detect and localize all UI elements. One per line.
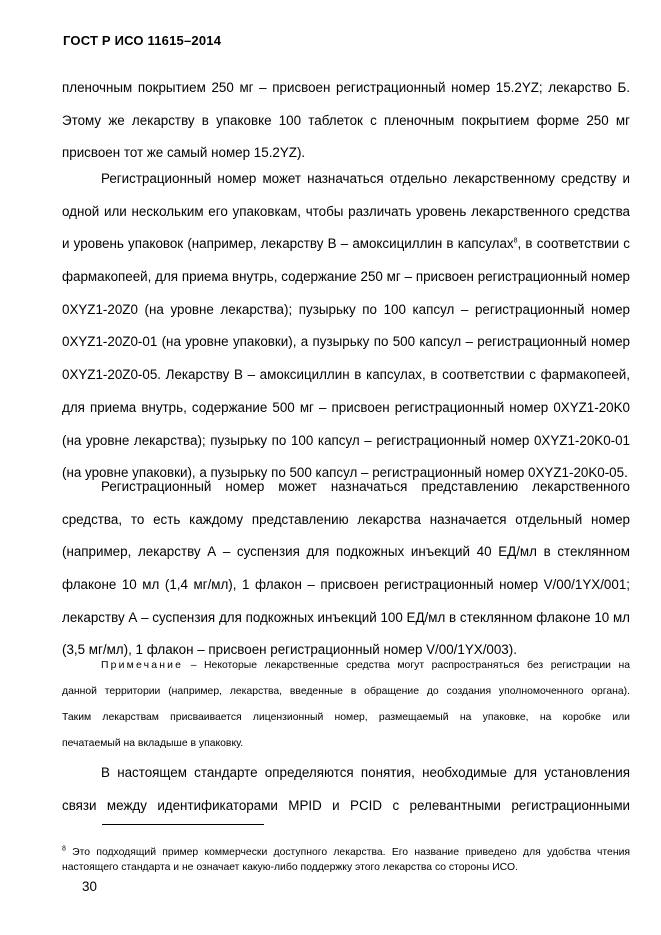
note-first-line (62, 653, 630, 679)
footnote-marker: 8 (62, 845, 66, 853)
text-line: (на уровне лекарства); пузырьку по 100 капсул – регистрационный номер 0XYZ1-20K0-01 (62, 432, 630, 448)
text-line: 0XYZ1-20Z0-01 (на уровне упаковки), а пузырьку по 500 капсул – регистрационный номер (62, 334, 630, 350)
text-line: для приема внутрь, содержание 500 мг – присвоен регистрационный номер 0XYZ1-20K0 (62, 399, 630, 415)
text-line: (на уровне упаковки), а пузырьку по 500 капсул – регистрационный номер 0XYZ1-20K0-05. (62, 465, 628, 481)
page-number: 30 (82, 879, 97, 894)
footnote (62, 845, 630, 875)
text-fragment: , в соответствии с (517, 236, 630, 252)
footnote-marker: 8 (513, 237, 518, 245)
text-line: Регистрационный номер может назначаться представлению лекарственного (101, 479, 630, 494)
text-fragment: – Некоторые лекарственные средства могут распространяться без регистрации на (183, 660, 630, 671)
text-line: (3,5 мг/мл), 1 флакон – присвоен регистрационный номер V/00/1YX/003). (62, 642, 517, 658)
footnote-first-line (62, 845, 630, 860)
text-line-with-footnote (62, 228, 630, 261)
paragraph-continuation (62, 72, 630, 170)
text-line: лекарству А – суспензия для подкожных инъекций 100 ЕД/мл в стеклянном флаконе 10 мл (62, 609, 630, 625)
text-line: настоящего стандарта и не означает какую-либо поддержку этого лекарства со стороны ИСО. (62, 862, 518, 873)
note-label: Примечание (101, 660, 184, 671)
text-line: 0XYZ1-20Z0 (на уровне лекарства); пузырьку по 100 капсул – регистрационный номер (62, 301, 630, 317)
text-line: Этому же лекарству в упаковке 100 таблеток с пленочным покрытием форме 250 мг (62, 112, 630, 128)
text-line: Регистрационный номер может назначаться отдельно лекарственному средству и (101, 171, 630, 186)
text-line: фармакопеей, для приема внутрь, содержание 250 мг – присвоен регистрационный номер (62, 269, 630, 285)
paragraph-representation (62, 471, 630, 667)
text-line: связи между идентификаторами MPID и PCID с релевантными регистрационными (62, 797, 630, 813)
text-line: флаконе 10 мл (1,4 мг/мл), 1 флакон – присвоен регистрационный номер V/00/1YX/001; (62, 577, 630, 593)
paragraph-final (62, 757, 630, 822)
text-line: В настоящем стандарте определяются понятия, необходимые для установления (101, 765, 630, 780)
text-line: одной или нескольким его упаковкам, чтобы различать уровень лекарственного средства (62, 203, 630, 219)
text-line: средства, то есть каждому представлению лекарства назначается отдельный номер (62, 511, 630, 527)
text-line: (например, лекарству А – суспензия для подкожных инъекций 40 ЕД/мл в стеклянном (62, 544, 630, 560)
text-line: печатаемый на вкладыше в упаковку. (62, 738, 244, 749)
footnote-separator (102, 824, 264, 825)
text-line: пленочным покрытием 250 мг – присвоен регистрационный номер 15.2YZ; лекарство Б. (62, 80, 630, 95)
text-line: данной территории (например, лекарства, введенные в обращение до создания уполномоченного органа). (62, 686, 630, 697)
text-line: Таким лекарствам присваивается лицензионный номер, размещаемый на упаковке, на коробке или (62, 712, 630, 723)
text-line: 0XYZ1-20Z0-05. Лекарству В – амоксициллин в капсулах, в соответствии с фармакопеей, (62, 367, 630, 383)
document-header: ГОСТ Р ИСО 11615–2014 (63, 33, 222, 48)
text-fragment: и уровень упаковок (например, лекарству В – амоксициллин в капсулах (62, 236, 514, 252)
paragraph-registration-number (62, 163, 630, 490)
text-fragment: Это подходящий пример коммерчески доступного лекарства. Его название приведено для удобства чтения (65, 847, 630, 858)
note-block (62, 653, 630, 757)
text-line: присвоен тот же самый номер 15.2YZ). (62, 145, 306, 161)
